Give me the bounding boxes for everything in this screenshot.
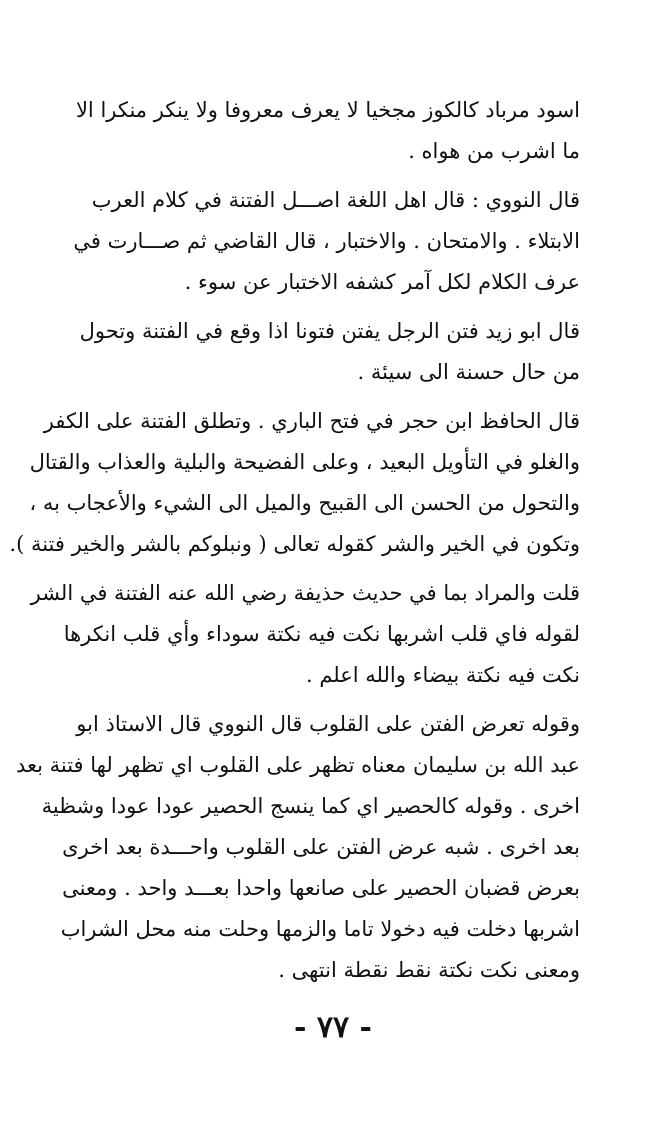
text-line: الابتلاء . والامتحان . والاختبار ، قال القاضي ثم صـــارت في [73, 229, 580, 253]
text-line: ما اشرب من هواه . [408, 139, 580, 163]
paragraph-2 [73, 180, 580, 303]
text-line: اسود مرباد كالكوز مجخيا لا يعرف معروفا ولا ينكر منكرا الا [75, 98, 580, 122]
text-line: من حال حسنة الى سيئة . [357, 360, 580, 384]
text-line: بعد اخرى . شبه عرض الفتن على القلوب واحـــدة بعد اخرى [62, 835, 580, 859]
text-line: قلت والمراد بما في حديث حذيفة رضي الله عنه الفتنة في الشر [30, 581, 580, 605]
text-line: لقوله فاي قلب اشربها نكت فيه نكتة سوداء وأي قلب انكرها [63, 622, 580, 646]
paragraph-5 [30, 573, 580, 696]
page-body-text [9, 90, 580, 991]
text-line: بعرض قضبان الحصير على صانعها واحدا بعـــد واحد . ومعنى [62, 876, 580, 900]
text-line: ومعنى نكت نكتة نقط نقطة انتهى . [278, 958, 580, 982]
text-line: عرف الكلام لكل آمر كشفه الاختبار عن سوء . [184, 270, 580, 294]
text-line: قال ابو زيد فتن الرجل يفتن فتونا اذا وقع في الفتنة وتحول [79, 319, 580, 343]
text-line: وتكون في الخير والشر كقوله تعالى ( ونبلوكم بالشر والخير فتنة ). [9, 532, 580, 556]
text-line: اخرى . وقوله كالحصير اي كما ينسج الحصير عودا عودا وشظية [41, 794, 580, 818]
text-line: قال الحافظ ابن حجر في فتح الباري . وتطلق الفتنة على الكفر [43, 409, 580, 433]
paragraph-6 [15, 704, 580, 991]
paragraph-4 [9, 401, 580, 565]
text-line: والتحول من الحسن الى القبيح والميل الى الشيء والأعجاب به ، [29, 491, 580, 515]
text-line: اشربها دخلت فيه دخولا تاما والزمها وحلت منه محل الشراب [60, 917, 580, 941]
text-line: وقوله تعرض الفتن على القلوب قال النووي قال الاستاذ ابو [76, 712, 580, 736]
text-line: نكت فيه نكتة بيضاء والله اعلم . [305, 663, 580, 687]
text-line: والغلو في التأويل البعيد ، وعلى الفضيحة والبلية والعذاب والقتال [29, 450, 580, 474]
paragraph-3 [79, 311, 580, 393]
page-number: - ٧٧ - [293, 1010, 373, 1045]
text-line: قال النووي : قال اهل اللغة اصـــل الفتنة في كلام العرب [91, 188, 580, 212]
paragraph-1 [75, 90, 580, 172]
text-line: عبد الله بن سليمان معناه تظهر على القلوب اي تظهر لها فتنة بعد [15, 753, 580, 777]
